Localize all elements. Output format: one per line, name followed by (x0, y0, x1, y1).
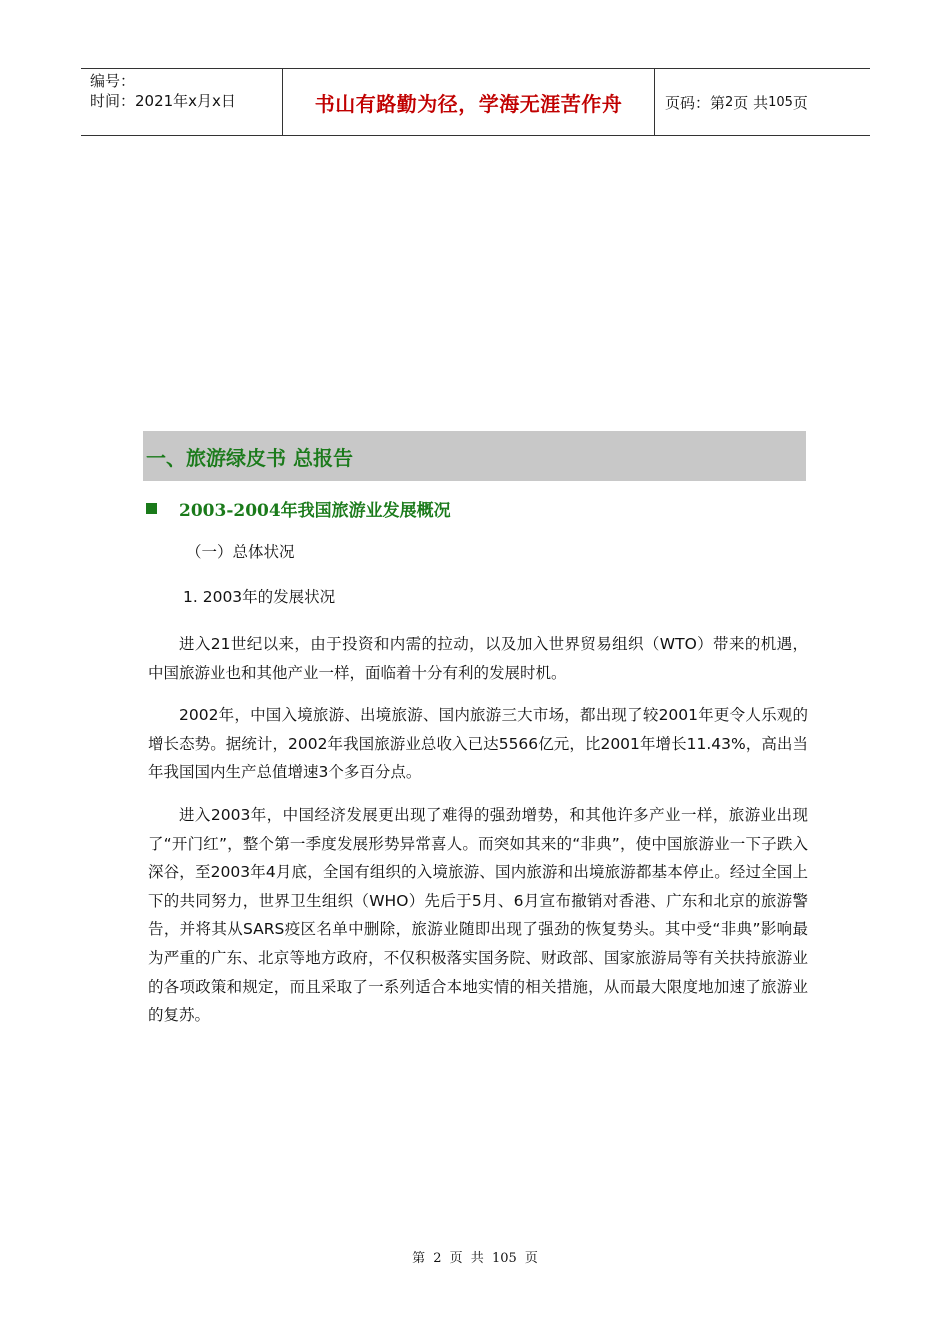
footer-text: 页 (524, 1251, 538, 1266)
heading-overall-status: （一）总体状况 (186, 543, 295, 561)
footer-text: 第 (412, 1251, 426, 1266)
footer-text: 页 (449, 1251, 463, 1266)
page-total: 105 (768, 94, 793, 110)
footer-page-current: 2 (433, 1251, 442, 1266)
document-time: 时间：2021年x月x日 (90, 92, 236, 110)
page-footer (0, 1247, 950, 1266)
paragraph: 进入21世纪以来，由于投资和内需的拉动，以及加入世界贸易组织（WTO）带来的机遇，中国旅游业也和其他产业一样，面临着十分有利的发展时机。 (148, 635, 808, 682)
square-bullet-icon (146, 503, 157, 514)
section-title: 一、旅游绿皮书 总报告 (146, 445, 353, 470)
page-current: 2 (725, 94, 734, 110)
page-header (81, 68, 870, 136)
section-heading-bar (143, 431, 806, 481)
paragraph: 进入2003年，中国经济发展更出现了难得的强劲增势，和其他许多产业一样，旅游业出现了“开门红”，整个第一季度发展形势异常喜人。而突如其来的“非典”，使中国旅游业一下子跌入深谷，至2003年4月底，全国有组织的入境旅游、国内旅游和出境旅游都基本停止。经过全国上下的共同努力，世界卫生组织（WHO）先后于5月、6月宣布撤销对香港、广东和北京的旅游警告，并将其从SARS疫区名单中删除，旅游业随即出现了强劲的恢复势头。其中受“非典”影响最为严重的广东、北京等地方政府，不仅积极落实国务院、财政部、国家旅游局等有关扶持旅游业的各项政策和规定，而且采取了一系列适合本地实情的相关措施，从而最大限度地加速了旅游业的复苏。 (148, 805, 808, 1025)
footer-text: 共 (470, 1251, 484, 1266)
subsection-heading (146, 496, 451, 521)
body-content (148, 630, 808, 1030)
page-label: 页码：第 (665, 93, 726, 112)
header-meta (81, 69, 282, 135)
paragraph: 2002年，中国入境旅游、出境旅游、国内旅游三大市场，都出现了较2001年更令人乐观的增长态势。据统计，2002年我国旅游业总收入已达5566亿元，比2001年增长11.43%，高出当年我国国内生产总值增速3个多百分点。 (148, 706, 808, 782)
page-end: 页 (792, 93, 808, 112)
heading-2003-development: 1. 2003年的发展状况 (183, 588, 336, 606)
subsection-title: 2003-2004年我国旅游业发展概况 (179, 501, 451, 521)
document-number: 编号： (90, 72, 136, 90)
footer-page-total: 105 (491, 1251, 517, 1266)
page-mid: 页 共 (733, 93, 769, 112)
header-motto: 书山有路勤为径，学海无涯苦作舟 (282, 69, 655, 135)
header-page-info (655, 69, 870, 135)
